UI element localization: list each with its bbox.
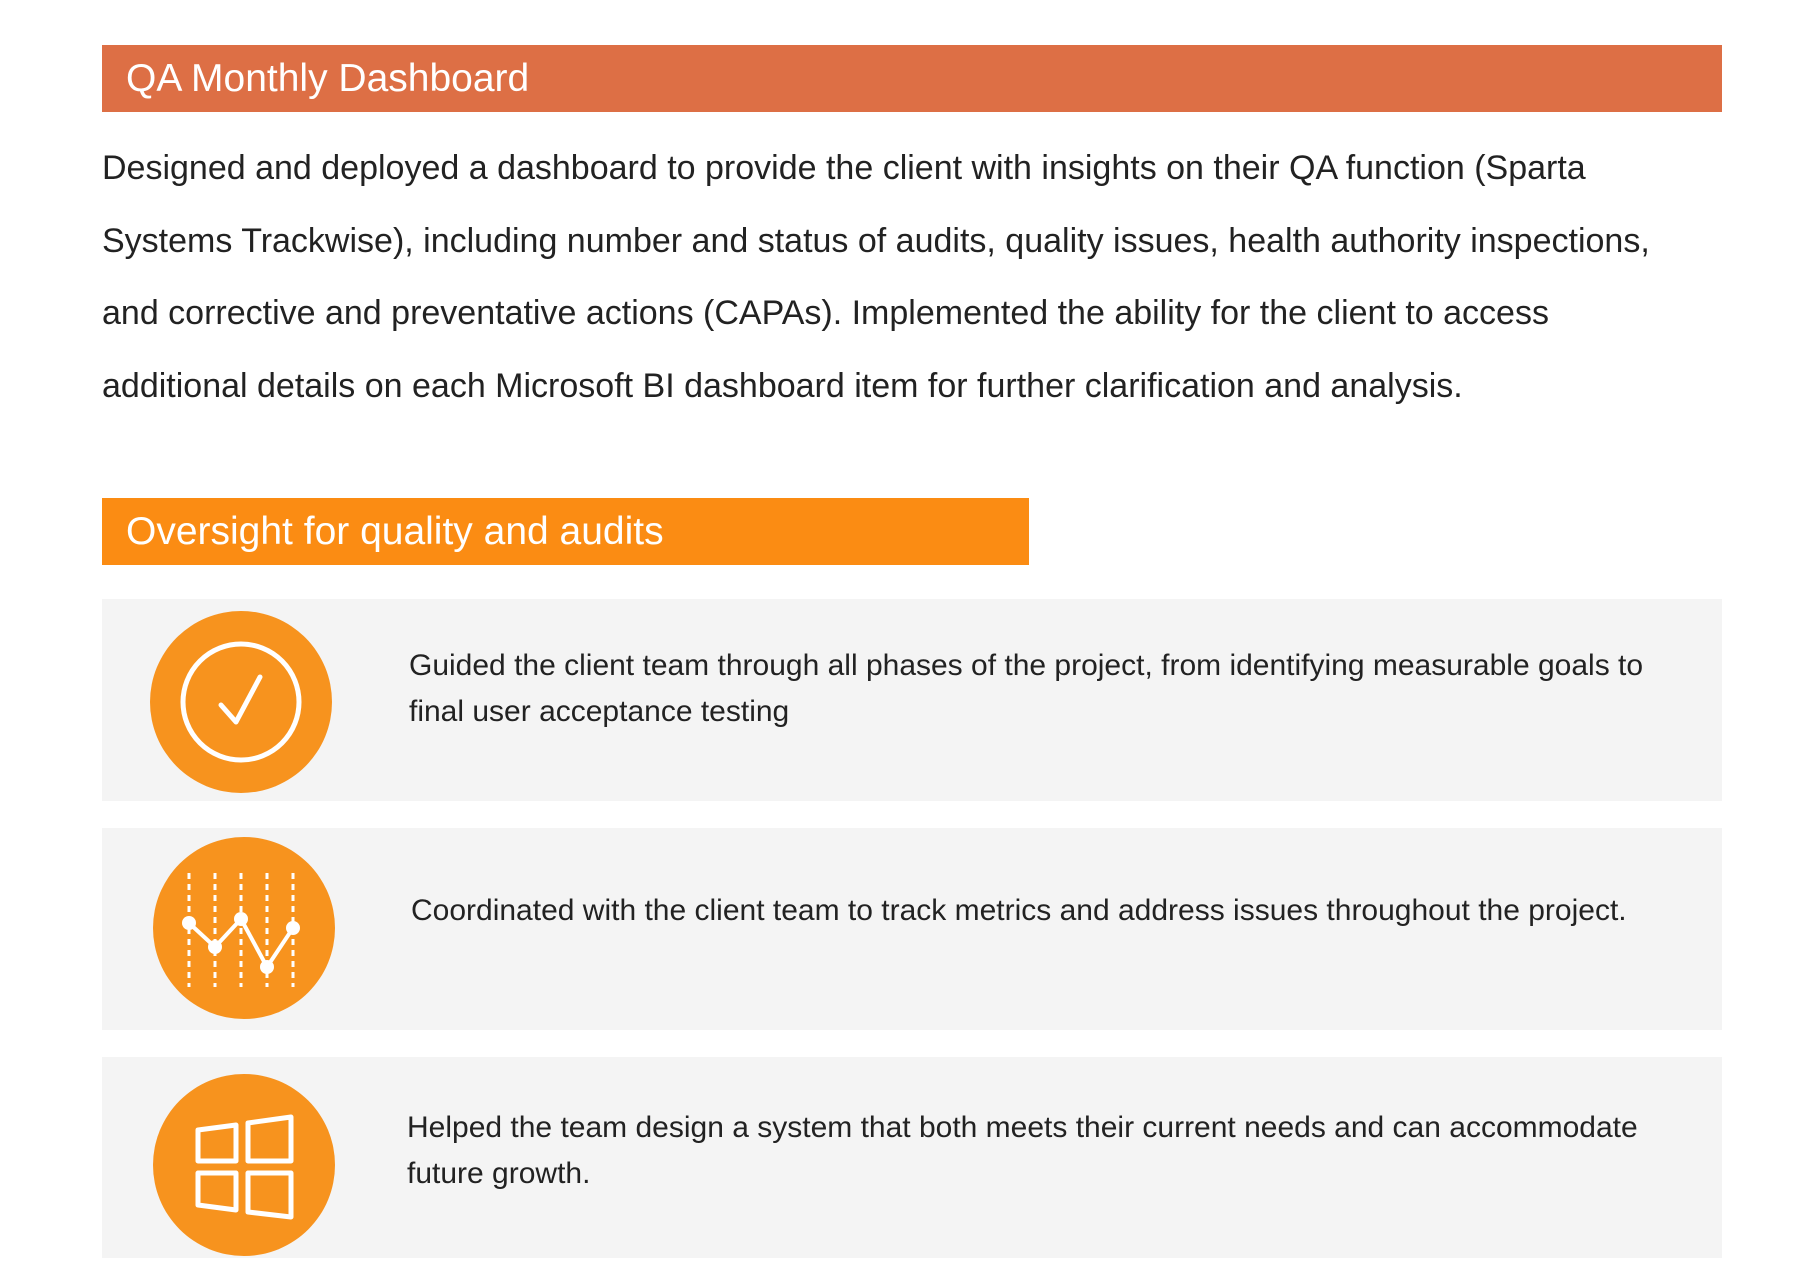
windows-icon [153, 1074, 335, 1256]
feature-card-3 [102, 1057, 1722, 1258]
feature-text-3: Helped the team design a system that both meets their current needs and can accommodate future growth. [407, 1111, 1638, 1190]
feature-card-2 [102, 828, 1722, 1030]
feature-text-2: Coordinated with the client team to track metrics and address issues throughout the project. [411, 894, 1627, 927]
check-circle-icon [150, 611, 332, 793]
intro-paragraph: Designed and deployed a dashboard to provide the client with insights on their QA function (Sparta Systems Trackwise), including number and status of audits, quality issues, health authority inspections, and corrective and preventative actions (CAPAs). Implemented the ability for the client to access additional details on each Microsoft BI dashboard item for further clarification and analysis. [102, 149, 1650, 405]
section-title: Oversight for quality and audits [102, 498, 1029, 565]
feature-card-1 [102, 599, 1722, 801]
line-chart-icon [153, 837, 335, 1019]
feature-text-1: Guided the client team through all phases of the project, from identifying measurable goals to final user acceptance testing [409, 649, 1644, 728]
page-title: QA Monthly Dashboard [102, 45, 1722, 112]
